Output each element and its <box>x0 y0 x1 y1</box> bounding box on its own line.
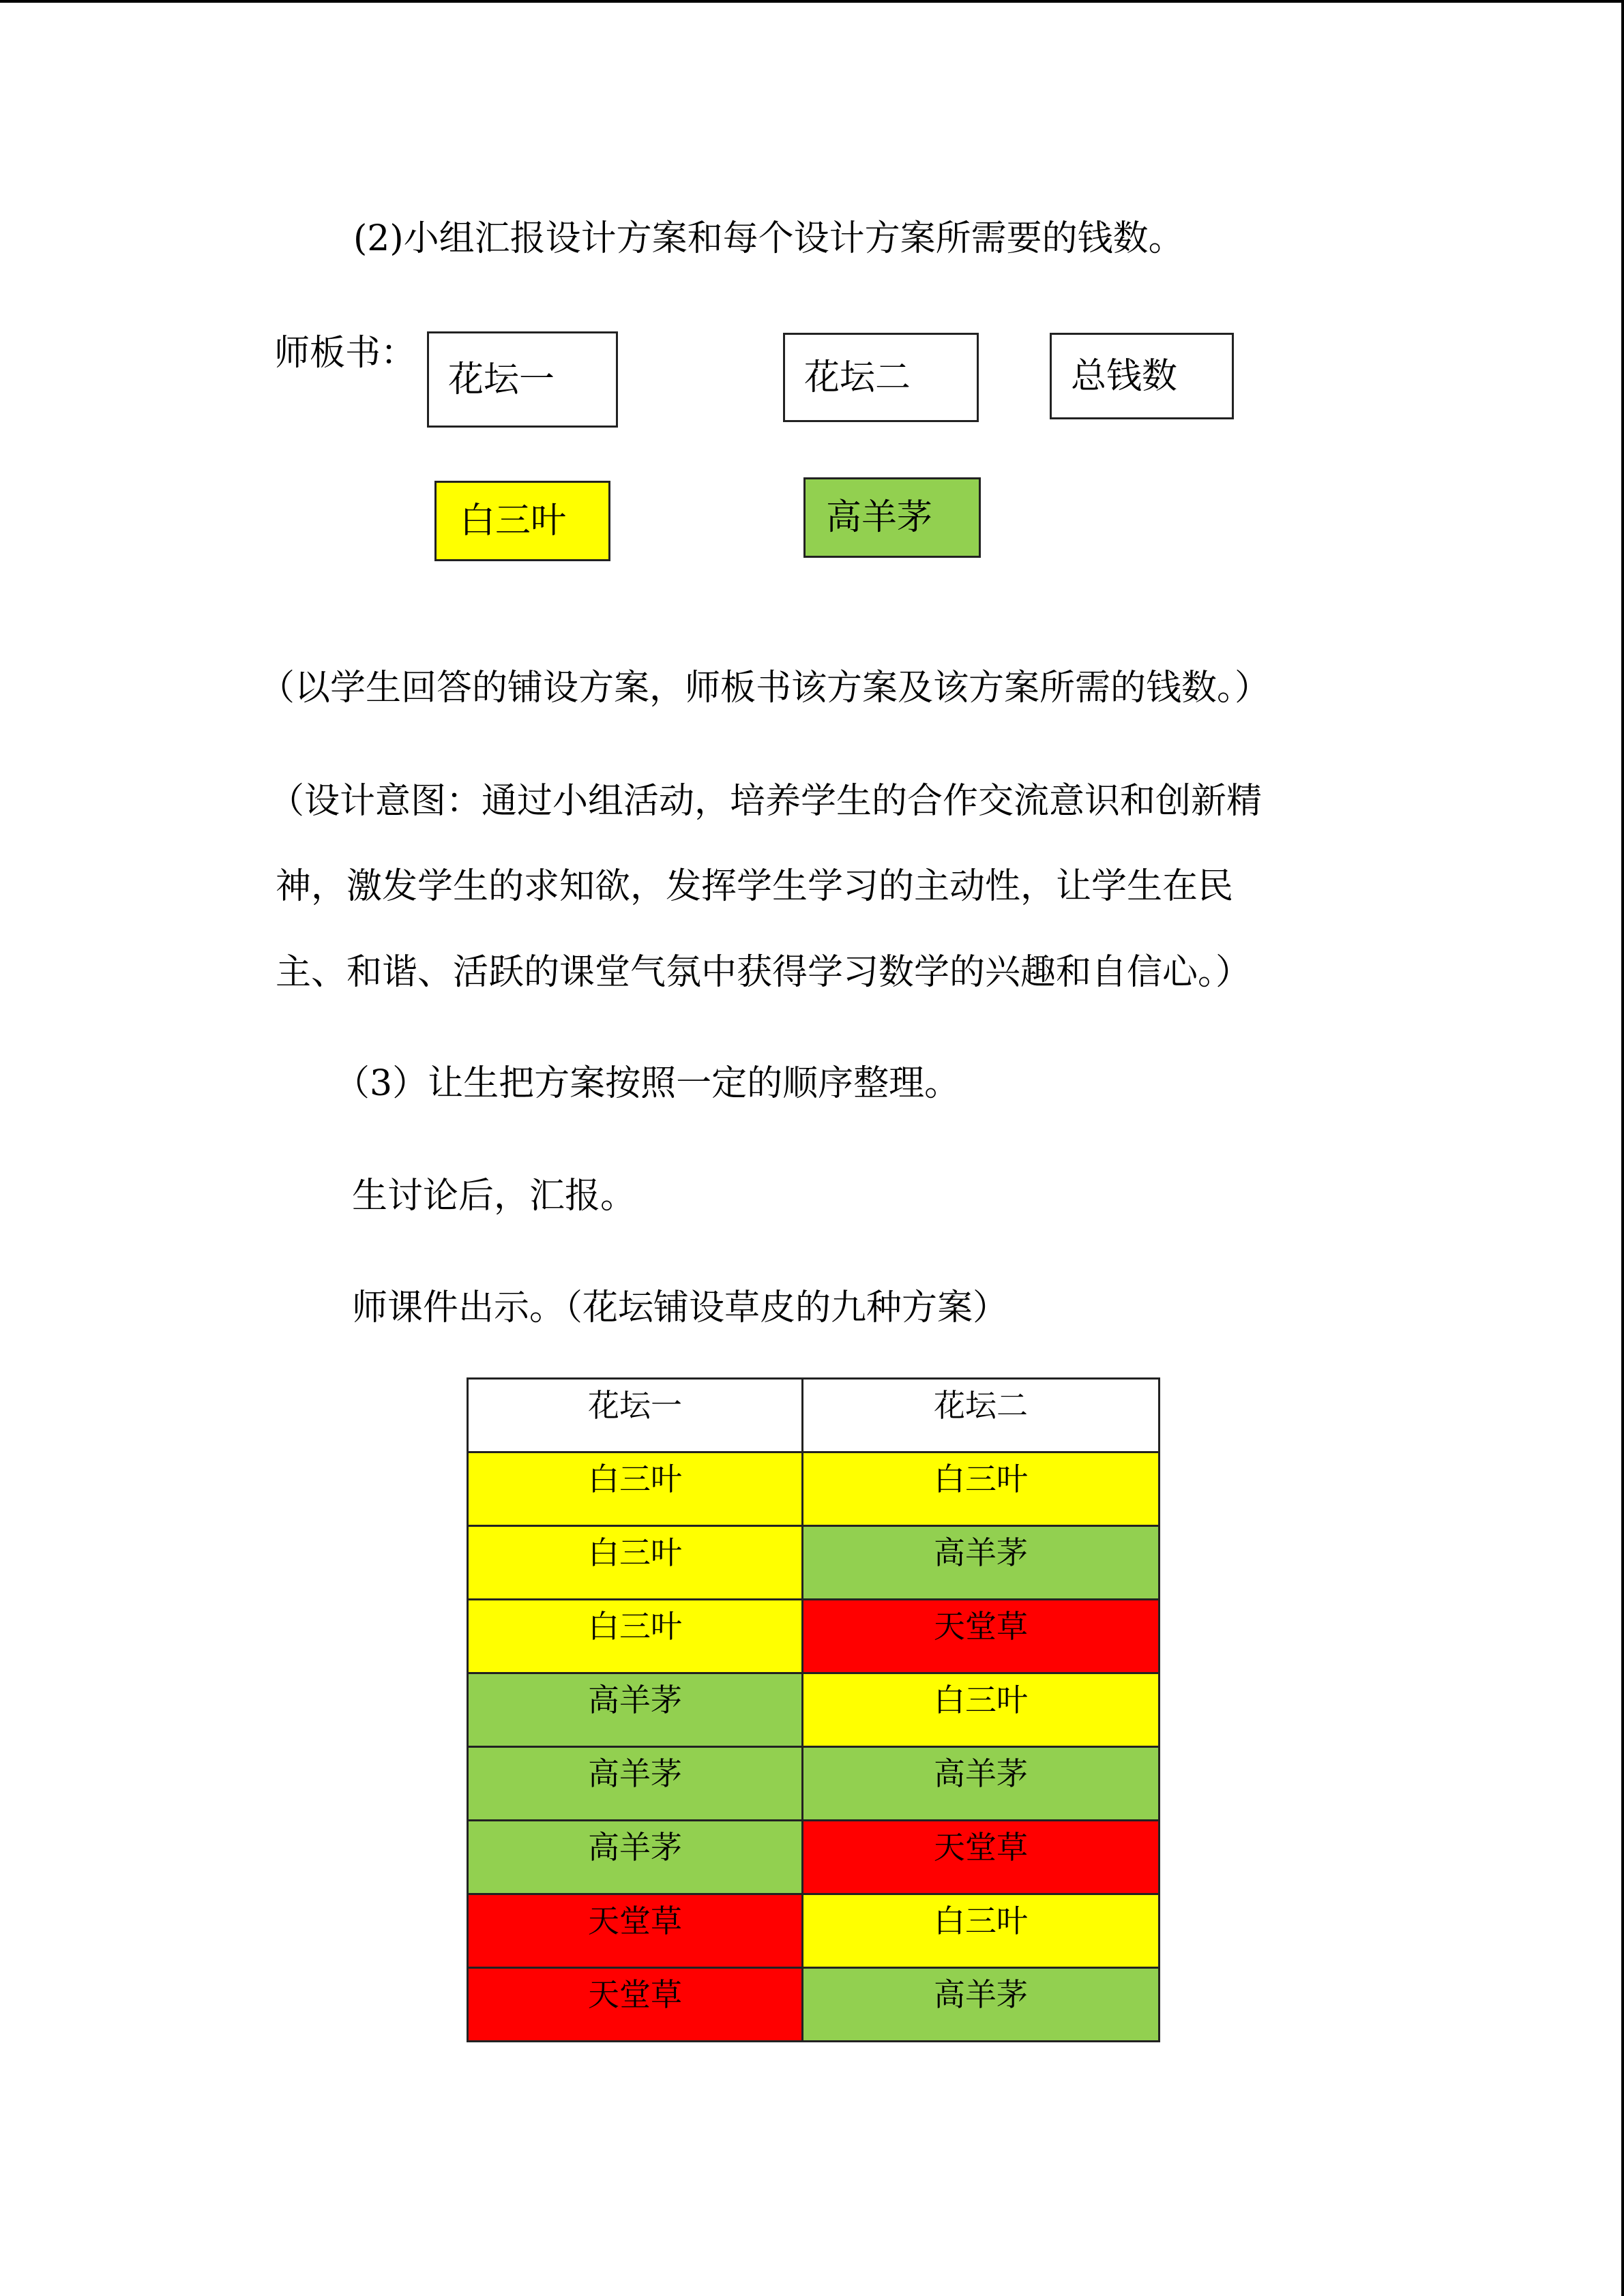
table-cell-bed-2: 高羊茅 <box>803 1747 1160 1821</box>
table-row <box>468 1452 1160 1526</box>
table-row <box>468 1673 1160 1747</box>
board-box-bed-2-label: 花坛二 <box>804 357 911 398</box>
courseware-line: 师课件出示。（花坛铺设草皮的九种方案） <box>352 1287 1009 1328</box>
table-cell-bed-1: 天堂草 <box>468 1894 803 1968</box>
board-box-bed-1-label: 花坛一 <box>448 359 555 400</box>
table-header-bed-2: 花坛二 <box>803 1379 1160 1452</box>
table-cell-bed-2: 天堂草 <box>803 1821 1160 1894</box>
students-discuss-line: 生讨论后，汇报。 <box>352 1176 636 1217</box>
table-cell-bed-2: 白三叶 <box>803 1894 1160 1968</box>
table-cell-bed-2: 白三叶 <box>803 1673 1160 1747</box>
board-card-white-clover <box>434 481 610 561</box>
table-cell-bed-1: 高羊茅 <box>468 1747 803 1821</box>
design-intent-line-1: （设计意图：通过小组活动，培养学生的合作交流意识和创新精 <box>269 781 1263 822</box>
page-right-border <box>1621 0 1624 2296</box>
step-3-heading: （3）让生把方案按照一定的顺序整理。 <box>334 1063 960 1104</box>
table-cell-bed-1: 天堂草 <box>468 1968 803 2042</box>
table-row <box>468 1600 1160 1673</box>
design-intent-line-3: 主、和谐、活跃的课堂气氛中获得学习数学的兴趣和自信心。） <box>276 952 1252 993</box>
table-cell-bed-2: 高羊茅 <box>803 1526 1160 1600</box>
table-cell-bed-2: 高羊茅 <box>803 1968 1160 2042</box>
board-writing-label: 师板书： <box>274 333 417 374</box>
table-cell-bed-1: 高羊茅 <box>468 1821 803 1894</box>
board-box-bed-1 <box>427 331 618 428</box>
board-card-tall-fescue <box>803 477 981 558</box>
table-cell-bed-2: 白三叶 <box>803 1452 1160 1526</box>
page-top-border <box>0 0 1624 3</box>
step-2-heading: (2)小组汇报设计方案和每个设计方案所需要的钱数。 <box>353 218 1184 259</box>
table-row <box>468 1968 1160 2042</box>
board-note: （以学生回答的铺设方案，师板书该方案及该方案所需的钱数。） <box>259 668 1271 709</box>
table-cell-bed-1: 白三叶 <box>468 1600 803 1673</box>
table-cell-bed-1: 白三叶 <box>468 1526 803 1600</box>
table-row <box>468 1526 1160 1600</box>
table-header-row <box>468 1379 1160 1452</box>
board-card-white-clover-label: 白三叶 <box>460 501 567 541</box>
table-cell-bed-1: 白三叶 <box>468 1452 803 1526</box>
board-box-total-label: 总钱数 <box>1071 355 1178 397</box>
board-box-total <box>1050 333 1234 419</box>
board-box-bed-2 <box>783 333 979 422</box>
board-card-tall-fescue-label: 高羊茅 <box>826 497 933 538</box>
table-row <box>468 1747 1160 1821</box>
planting-plans-table <box>467 1377 1160 2042</box>
table-cell-bed-2: 天堂草 <box>803 1600 1160 1673</box>
table-header-bed-1: 花坛一 <box>468 1379 803 1452</box>
table-row <box>468 1821 1160 1894</box>
design-intent-line-2: 神，激发学生的求知欲，发挥学生学习的主动性，让学生在民 <box>276 866 1234 907</box>
table-cell-bed-1: 高羊茅 <box>468 1673 803 1747</box>
table-row <box>468 1894 1160 1968</box>
